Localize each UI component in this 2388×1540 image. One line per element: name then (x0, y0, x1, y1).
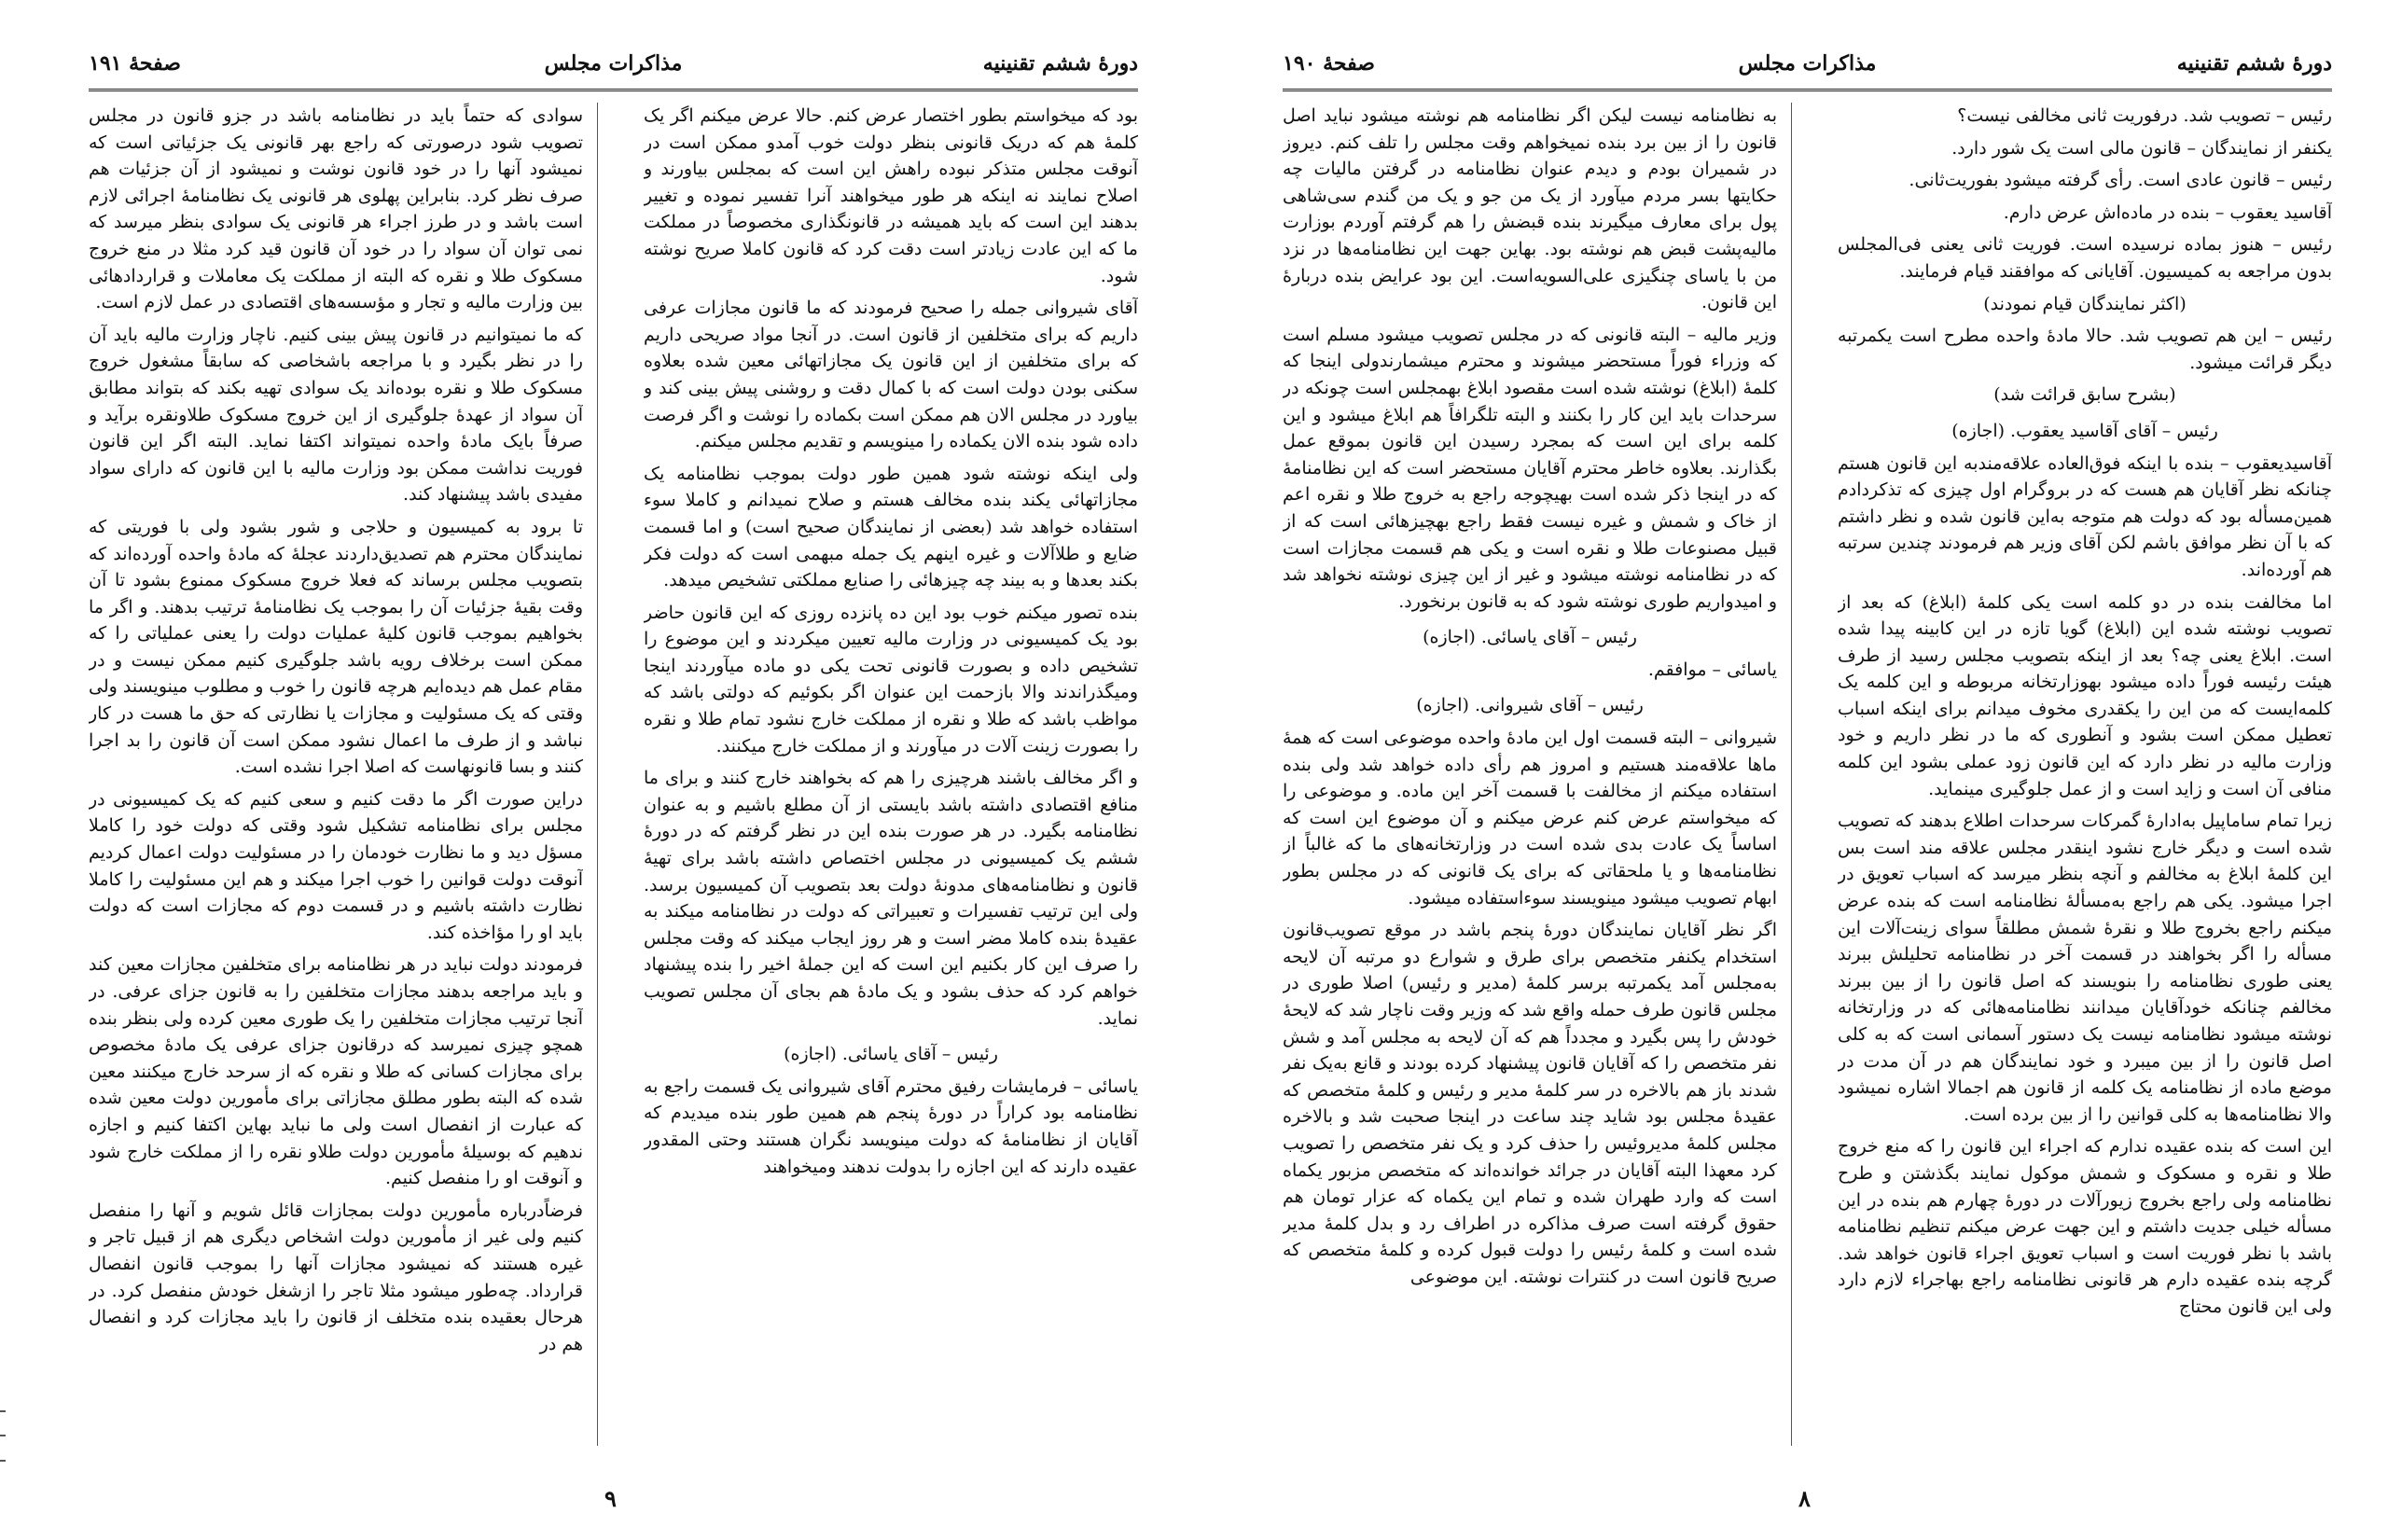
column-divider (1791, 103, 1792, 1446)
text-column-left (1283, 103, 1777, 1446)
text-column-left (89, 103, 583, 1446)
header-title: مذاکرات مجلس (544, 51, 683, 76)
paragraph: به نظامنامه نیست لیکن اگر نظامنامه هم نوشته میشود نباید اصل قانون را از بین برد بنده نمیخواهم وقت مجلس را تلف کنم. دیروز در شمیران بودم و دیدم عنوان نظامنامه در گرفتن مالیات چه حکایتها بسر مردم میآورد از یک من جو و یک من گندم سی‌شاهی پول برای معارف میگیرند بنده قبضش را هم گرفتم آوردم بوزارت مالیه‌پشت قبض هم نوشته بود. بهاین جهت این نظامنامه‌ها در نزد من با یاسای چنگیزی علی‌السویه‌است. این بود عرایض بنده دربارهٔ این قانون. (1283, 105, 1777, 313)
header-title: مذاکرات مجلس (1738, 51, 1877, 76)
paragraph: رئیس – این هم تصویب شد. حالا مادهٔ واحده مطرح است یکمرتبه دیگر قرائت میشود. (1838, 326, 2332, 373)
paragraph: اما مخالفت بنده در دو کلمه است یکی کلمهٔ (ابلاغ) که بعد از تصویب نوشته شده این (ابلاغ) گویا تازه در این کابینه پیدا شده است. ابلاغ یعنی چه؟ بعد از اینکه بتصویب مجلس رسید از طرف هیئت رئیسه فوراً داده میشود بهوزارتخانه مربوطه و این کلمه یک کلمه‌ایست که من این را یکقدری مخوف میدانم برای اینکه اسباب تعطیل ممکن است بشود و آنطوری که ما در نظر داریم و خود وزارت مالیه در نظر دارد که این قانون زود عملی بشود این کلمه منافی آن است و زاید است و از عمل جلوگیری مینماید. (1838, 591, 2332, 799)
paragraph: رئیس – قانون عادی است. رأی گرفته میشود بفوریت‌ثانی. (1909, 170, 2332, 191)
header-rule (1283, 89, 2332, 91)
paragraph: اگر نظر آقایان نمایندگان دورهٔ پنجم باشد در موقع تصویب‌قانون استخدام یکنفر متخصص برای طرق و شوارع دو مرتبه آن لایحه به‌مجلس آمد یکمرتبه برسر کلمهٔ (مدیر و رئیس) اصلا طوری در مجلس قانون طرف حمله واقع شد که وزیر وقت ناچار شد که لایحهٔ خودش را پس بگیرد و مجدداً هم که آن لایحه به مجلس آمد و شش نفر متخصص را که آقایان قانون پیشنهاد کرده بودند و قانع به‌یک نفر شدند باز هم بالاخره در سر کلمهٔ مدیر و رئیس و کلمهٔ متخصص که عقیدهٔ مجلس بود شاید چند ساعت در اینجا صحبت شد و بالاخره مجلس کلمهٔ مدیروئیس را حذف کرد و یک نفر متخصص را تصویب کرد معهذا البته آقایان در جرائد خوانده‌اند که متخصص مزبور یکماه است که وارد طهران شده و تمام این یکماه که عزار تومان هم حقوق گرفته است صرف مذاکره در اطراف رد و بدل کلمهٔ مدیر شده است و کلمهٔ رئیس را دولت قبول کرده و کلمهٔ متخصص که صریح قانون است در کنترات نوشته. این موضوعی (1283, 920, 1777, 1287)
paragraph: شیروانی – البته قسمت اول این مادهٔ واحده موضوعی است که همهٔ ما‌ها علاقه‌مند هستیم و امروز هم رأی داده خواهد شد ولی بنده استفاده میکنم از مخالفت با قسمت آخر این ماده. و موضوعی را که میخواستم عرض کنم عرض میکنم و آن موضوع این است که اساساً یک عادت بدی شده است در وزارتخانه‌های ما که غالباً از نظامنامه‌ها و یا ملحقاتی که برای یک قانونی که در مجلس بطور ابهام تصویب میشود مینویسند سوءاستفاده میشود. (1283, 728, 1777, 909)
paragraph: آقای شیروانی جمله را صحیح فرمودند که ما قانون مجازات عرفی داریم که برای متخلفین از قانون است. در آنجا مواد صریحی داریم که برای متخلفین از این قانون یک مجازاتهائی معین شده بعلاوه سکنی بودن دولت است که با کمال دقت و روشنی پیش بینی کند و بیاورد در مجلس الان هم ممکن است بکماده را نوشت و اگر فرصت داده شود بنده الان یکماده را مینویسم و تقدیم مجلس میکنم. (644, 298, 1138, 452)
footer-folio: ۹ (604, 1485, 617, 1512)
paragraph: زیرا تمام ساماپیل به‌ادارهٔ گمرکات سرحدات اطلاع بدهند که تصویب شده است و دیگر خارج نشود اینقدر مجلس علاقه مند است بس این کلمهٔ ابلاغ به مخالفم و آنچه بنظر میرسد که اسباب تعویق در اجرا میشود. یکی هم راجع به‌مسألهٔ نظامنامه است که بنده عرض میکنم راجع بخروج طلا و نقرهٔ شمش مطلقاً سوای زینت‌آلات این مسأله را اگر بخواهند در قسمت آخر در نظامنامه تحلیلش ببرند یعنی طوری نظامنامه را بنویسند که اصل قانون را از بین ببرند مخالفم چنانکه خودآقایان میدانند نظامنامه‌هائی که در وزارتخانه نوشته میشود نظامنامه نیست یک دستور آسمانی است که به کلی اصل قانون را از بین میبرد و خود نمایندگان هم در آن مدت در موضع ماده از نظامنامه یک کلمه از قانون هم اجمالا اشاره نمیشود والا نظامنامه‌ها به کلی قوانین را از بین برده است. (1838, 811, 2332, 1125)
paragraph: تا برود به کمیسیون و حلاجی و شور بشود ولی با فوریتی که نمایندگان محترم هم تصدیق‌داردند عجلهٔ که مادهٔ واحده آورده‌اند که بتصویب مجلس برساند که فعلا خروج مسکوک ممنوع بشود تا آن وقت بقیهٔ جزئیات آن را بموجب یک نظامنامهٔ ترتیب بدهند. و اگر ما بخواهیم بموجب قانون کلیهٔ عملیات دولت را یعنی عملیاتی را که ممکن است برخلاف رویه باشد جلوگیری کنیم ممکن نیست و در مقام عمل هم دیده‌ایم هرچه قانون را خوب و مطلوب مینویسند ولی وقتی که یک مسئولیت و مجازات یا نظارتی که حق ما هست در کار نباشد و از طرف ما اعمال نشود ممکن است آن قانون را بد اجرا کنند و بسا قانونهاست که اصلا اجرا نشده است. (89, 516, 583, 778)
paragraph: یاسائی – فرمایشات رفیق محترم آقای شیروانی یک قسمت راجع به نظامنامه بود کراراً در دورهٔ پنجم هم همین طور بنده میدیدم که آقایان از نظامنامهٔ که دولت مینویسد نگران هستند وحتی المقدور عقیده دارند که این اجازه را بدولت ندهند ومیخواهند (644, 1075, 1138, 1177)
paragraph: دراین صورت اگر ما دقت کنیم و سعی کنیم که یک کمیسیونی در مجلس برای نظامنامه تشکیل شود وقتی که دولت خود را کاملا مسؤل دید و ما نظارت خودمان را در مسئولیت دولت اعمال کردیم آنوقت دولت قوانین را خوب اجرا میکند و هم این مسئولیت را کاملا نظارت داشته باشیم و در قسمت دوم که مجازات است که دولت باید او را مؤاخذه کند. (89, 788, 583, 943)
stage-direction: (اکثر نمایندگان قیام نمودند) (1983, 293, 2187, 314)
footer-folio: ۸ (1798, 1485, 1811, 1512)
paragraph: رئیس – تصویب شد. درفوریت ثانی مخالفی نیست؟ (1957, 105, 2332, 126)
speaker-line: رئیس – آقای شیروانی. (اجازه) (1416, 695, 1644, 716)
header-page-number: صفحهٔ ۱۹۱ (89, 51, 181, 76)
right-page (1194, 0, 2388, 1540)
speaker-line: رئیس – آقای یاسائی. (اجازه) (1423, 627, 1637, 648)
paragraph: یکنفر از نمایندگان – قانون مالی است یک شور دارد. (1951, 137, 2332, 159)
paragraph: سوادی که حتماً باید در نظامنامه باشد در جزو قانون در مجلس تصویب شود درصورتی که راجع بهر قانونی یک جزئیاتی است که نمیشود آنها را در خود قانون نوشت و نمیشود از آن جزئیات هم صرف نظر کرد. بنابراین پهلوی هر قانونی یک نظامنامهٔ اجرائی لازم است باشد و در طرز اجراء هر قانونی یک سوادی بنظر میرسد که نمی توان آن سواد را در خود آن قانون قید کرد مثلا در منع خروج مسکوک طلا و نقره که البته از مملکت یک معاملات و قراردادهائی بین وزارت مالیه و تجار و مؤسسه‌های اقتصادی در عمل لازم است. (89, 105, 583, 313)
paragraph: این است که بنده عقیده ندارم که اجراء این قانون را که منع خروج طلا و نقره و مسکوک و شمش موکول نمایند بگذشتن و طرح نظامنامه ولی راجع بخروج زیورآلات در دورهٔ چهارم هم بنده در این مسأله خیلی جدیت داشتم و این جهت عرض میکنم تنظیم نظامنامه باشد با نظر فوریت است و اسباب تعویق اجراء قانون خواهد شد. گرچه بنده عقیده دارم هر قانونی نظامنامه راجع بهاجراء لازم دارد ولی این قانون محتاج (1838, 1136, 2332, 1317)
paragraph: فرمودند دولت نباید در هر نظامنامه برای متخلفین مجازات معین کند و باید مراجعه بدهند مجازات متخلفین را به قانون جزای عرفی. در آنجا ترتیب مجازات متخلفین را یک طوری معین کرده ولی بنظر بنده همچو چیزی نمیرسد که درقانون جزای عرفی یک مادهٔ مخصوص برای مجازات کسانی که طلا و نقره که از سرحد خارج میکنند معین شده که البته بطور مطلق مجازاتی برای مأمورین دولت معین شده که عبارت از انفصال است ولی ما نباید بهاین اکتفا کنیم و اجازه ندهیم که بوسیلهٔ مأمورین دولت طلاو نقره را از مملکت خارج شود و آنوقت او را منفصل کنیم. (89, 954, 583, 1189)
header-series: دورهٔ ششم تقنینیه (982, 51, 1138, 76)
paragraph: فرضاًدرباره مأمورین دولت بمجازات قائل شویم و آنها را منفصل کنیم ولی غیر از مأمورین دولت اشخاص دیگری هم از قبیل تاجر و غیره هستند که نمیشود مجازات آنها را بموجب قانون انفصال قرارداد. چه‌طور میشود مثلا تاجر را ازشغل خودش منفصل کرد. در هرحال بعقیده بنده متخلف از قانون را باید مجازات کرد و انفصال هم در (89, 1200, 583, 1354)
paragraph: که ما نمیتوانیم در قانون پیش بینی کنیم. ناچار وزارت مالیه باید آن را در نظر بگیرد و با مراجعه باشخاصی که سابقاً مشغول خروج مسکوک طلا و نقره بوده‌اند یک سوادی تهیه بکند که بتواند مطابق آن سواد از عهدهٔ جلوگیری از این خروج مسکوک طلاونقره برآید و صرفاً بایک مادهٔ واحده نمیتواند اکتفا نماید. البته اگر این قانون فوریت نداشت ممکن بود وزارت مالیه با این قانون که دارای سواد مفیدی باشد پیشنهاد کند. (89, 324, 583, 506)
paragraph: بود که میخواستم بطور اختصار عرض کنم. حالا عرض میکنم اگر یک کلمهٔ هم که دریک قانونی بنظر دولت خوب آمدو ممکن است در آنوقت مجلس متذکر نبوده راهش این است که بمجلس بیاورند و اصلاح نمایند نه اینکه هر طور میخواهند آنرا تفسیر نموده و تغییر بدهند این است که باید همیشه در قانونگذاری مخصوصاً در مملکت ما که این عادت زیادتر است دقت کرد که قانون کاملا صریح نوشته شود. (644, 105, 1138, 286)
paragraph: آقاسیدیعقوب – بنده با اینکه فوق‌العاده علاقه‌مندبه این قانون هستم چنانکه نظر آقایان هم هست که در بروگرام اول چیزی که تذکردادم همین‌مسأله بود که دولت هم متوجه به‌این قانون شده و نظر داشتم که با آن نظر موافق باشم لکن آقای وزیر هم فرمودند چندین سرتبه هم آورده‌اند. (1838, 452, 2332, 580)
header-page-number: صفحهٔ ۱۹۰ (1283, 51, 1375, 76)
header-rule (89, 89, 1138, 91)
paragraph: رئیس – هنوز بماده نرسیده است. فوریت ثانی یعنی فی‌المجلس بدون مراجعه به کمیسیون. آقایانی که موافقند قیام فرمایند. (1838, 234, 2332, 282)
text-column-right (1838, 103, 2332, 1446)
stage-direction: (بشرح سابق قرائت شد) (1993, 384, 2176, 406)
page-header (1283, 51, 2332, 89)
paragraph: بنده تصور میکنم خوب بود این ده پانزده روزی که این قانون حاضر بود یک کمیسیونی در وزارت مالیه تعیین میکردند و این موضوع را تشخیص داده و بصورت قانونی تحت یکی دو ماده میآوردند اینجا ومیگذراندند والا بازحمت این عنوان اگر بکوئیم که دولتی باشد که مواظب باشد که طلا و نقره از مملکت خارج نشود تمام طلا و نقره را بصورت زینت آلات در میآورند و از مملکت خارج میکنند. (644, 602, 1138, 756)
speaker-line: رئیس – آقای آقاسید یعقوب. (اجازه) (1951, 420, 2218, 441)
text-column-right (644, 103, 1138, 1446)
paragraph: و اگر مخالف باشند هرچیزی را هم که بخواهند خارج کنند و برای ما منافع اقتصادی داشته باشد بایستی از آن مطلع باشیم و به عنوان نظامنامه بگیرد. در هر صورت بنده این در نظر گرفتم که در دورهٔ ششم یک کمیسیونی در مجلس اختصاص داشته باشد برای تهیهٔ قانون و نظامنامه‌های مدونهٔ دولت بعد بتصویب آن کمیسیون برسد. ولی این ترتیب تفسیرات و تعبیراتی که دولت در نظامنامه میکند به عقیدهٔ بنده کاملا مضر است و هر روز ایجاب میکند که وقت مجلس را صرف این کار بکنیم این است که این جملهٔ اخیر را بنده پیشنهاد خواهم کرد که حذف بشود و یک مادهٔ هم بجای آن مجلس تصویب نماید. (644, 768, 1138, 1029)
speaker-line: رئیس – آقای یاسائی. (اجازه) (784, 1044, 998, 1065)
page-header (89, 51, 1138, 89)
paragraph: یاسائی – موافقم. (1647, 659, 1777, 680)
paragraph: ولی اینکه نوشته شود همین طور دولت بموجب نظامنامه یک مجازاتهائی یکند بنده مخالف هستم و صلاح نمیدانم و کاملا سوء استفاده خواهد شد (بعضی از نمایندگان صحیح است) و اما قسمت ضایع و طلاآلات و غیره اینهم یک جمله مبهمی است که دولت فکر بکند بعدها و به بیند چه چیزهائی را صنایع مملکتی تشخیص میدهد. (644, 463, 1138, 591)
header-series: دورهٔ ششم تقنینیه (2176, 51, 2332, 76)
column-divider (597, 103, 598, 1446)
paragraph: آقاسید یعقوب – بنده در ماده‌اش عرض دارم. (2003, 201, 2332, 223)
paragraph: وزیر مالیه – البته قانونی که در مجلس تصویب میشود مسلم است که وزراء فوراً مستحضر میشوند و محترم میشمارندولی اینجا که کلمهٔ (ابلاغ) نوشته شده است مقصود ابلاغ بهمجلس است چونکه در سرحدات باید این کار را بکنند و البته تلگرافاً هم ابلاغ میشود و این کلمه برای این است که بمجرد رسیدن این قانون بموقع عمل بگذارند. بعلاوه خاطر محترم آقایان مستحضر است که این نظامنامهٔ که در اینجا ذکر شده است بهیچوجه راجع به خروج طلا و نقره اعم از خاک و شمش و غیره نیست فقط راجع بهچیزهائی است که از قبیل مصنوعات طلا و نقره است و یکی هم قسمت مجازات است که در نظامنامه نوشته میشود و غیر از این چیزی نوشته نخواهد شد و امیدواریم طوری نوشته شود که به قانون برنخورد. (1283, 324, 1777, 612)
